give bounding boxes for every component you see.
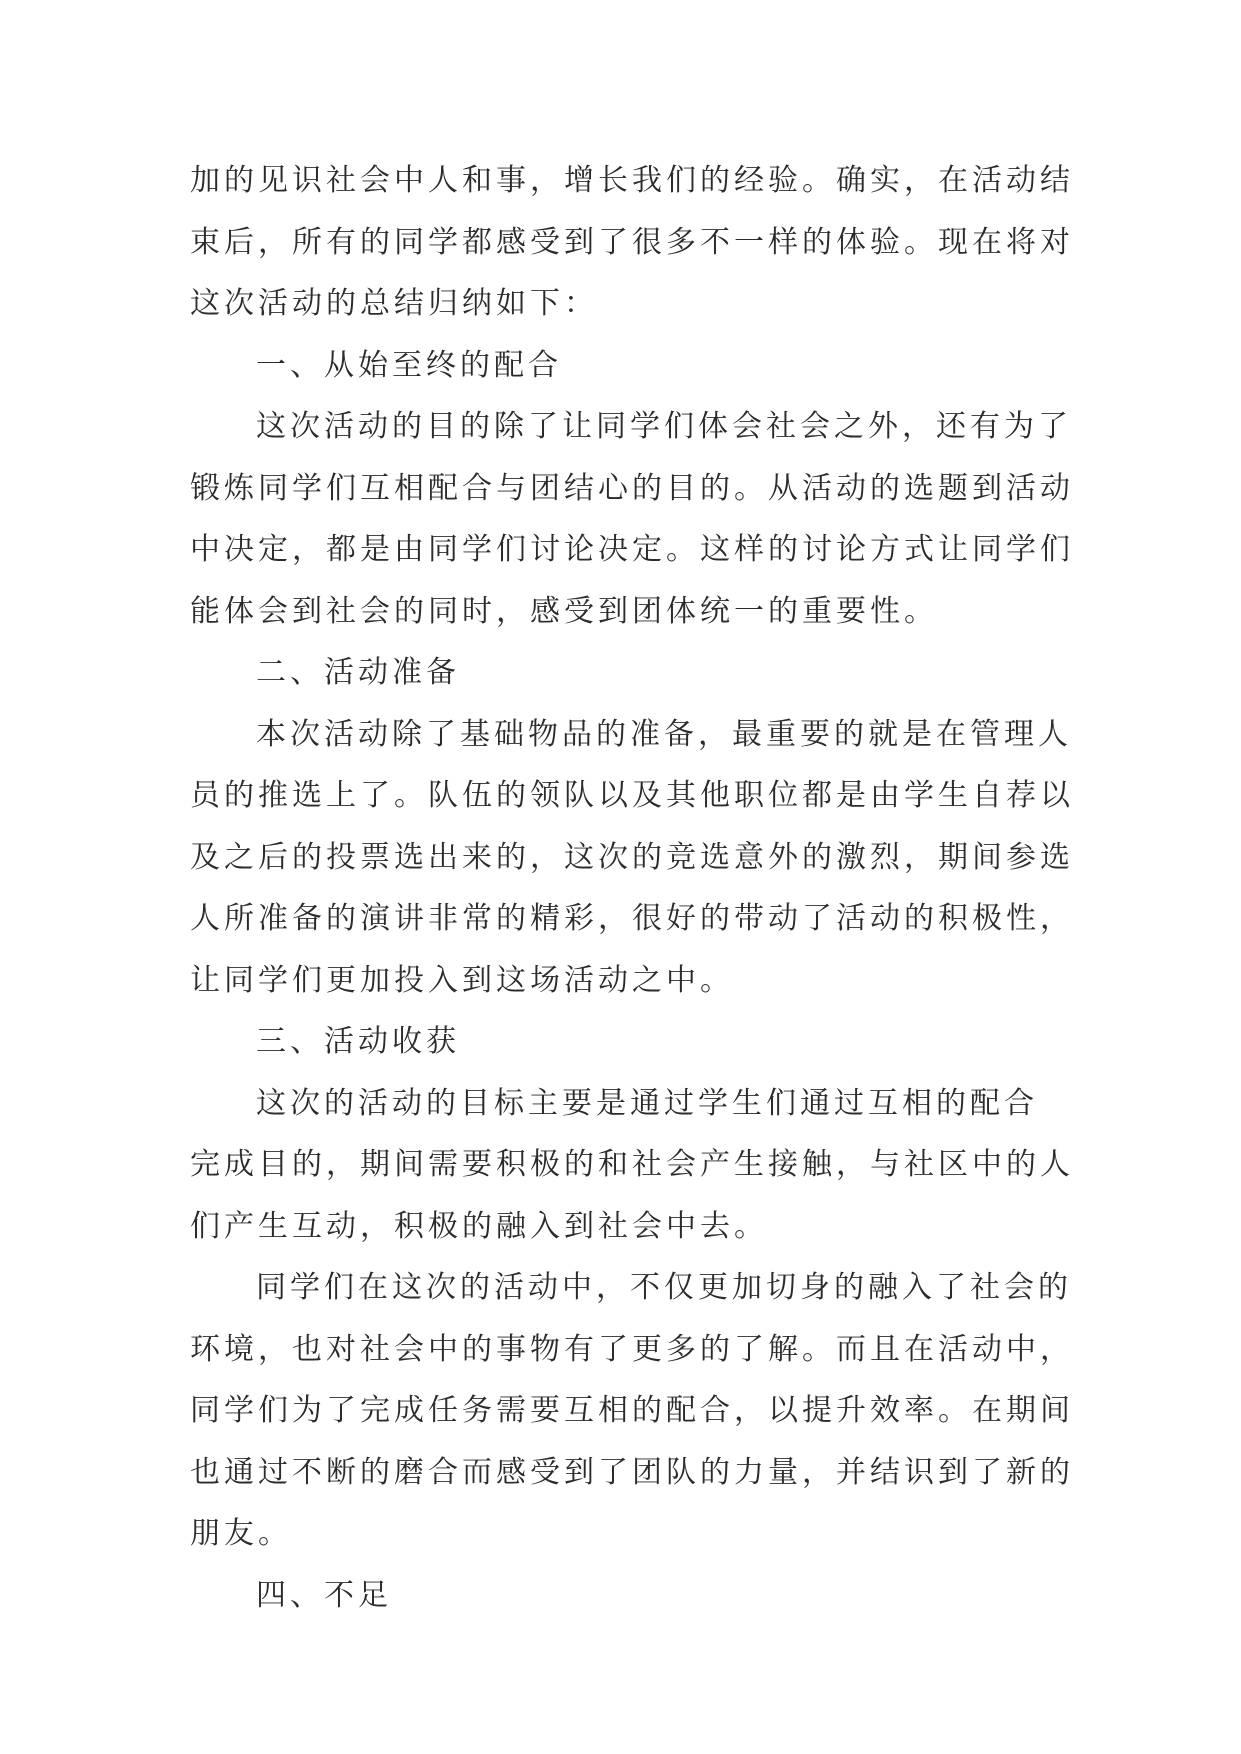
- section-heading: 二、活动准备: [256, 655, 460, 690]
- text-line: 也通过不断的磨合而感受到了团队的力量，并结识到了新的: [190, 1454, 1074, 1490]
- text-line: 朋友。: [190, 1516, 292, 1551]
- document-body: [190, 150, 1074, 1626]
- section-heading: 四、不足: [256, 1577, 392, 1613]
- section-heading: 三、活动收获: [256, 1024, 460, 1059]
- text-line: 锻炼同学们互相配合与团结心的目的。从活动的选题到活动: [190, 470, 1074, 506]
- text-line: 能体会到社会的同时，感受到团体统一的重要性。: [190, 593, 938, 629]
- text-line: 本次活动除了基础物品的准备，最重要的就是在管理人: [256, 716, 1072, 752]
- text-line: 束后，所有的同学都感受到了很多不一样的体验。现在将对: [190, 224, 1074, 260]
- text-line: 加的见识社会中人和事，增长我们的经验。确实，在活动结: [190, 163, 1074, 198]
- text-line: 中决定，都是由同学们讨论决定。这样的讨论方式让同学们: [190, 532, 1074, 567]
- text-line: 们产生互动，积极的融入到社会中去。: [190, 1208, 768, 1244]
- text-line: 同学们在这次的活动中，不仅更加切身的融入了社会的: [256, 1270, 1072, 1305]
- text-line: 环境，也对社会中的事物有了更多的了解。而且在活动中，: [190, 1331, 1074, 1367]
- text-line: 人所准备的演讲非常的精彩，很好的带动了活动的积极性，: [190, 901, 1074, 936]
- text-line: 完成目的，期间需要积极的和社会产生接触，与社区中的人: [190, 1147, 1074, 1182]
- section-heading: 一、从始至终的配合: [256, 347, 562, 383]
- text-line: 这次的活动的目标主要是通过学生们通过互相的配合: [256, 1085, 1038, 1121]
- text-line: 同学们为了完成任务需要互相的配合，以提升效率。在期间: [190, 1393, 1074, 1428]
- text-line: 让同学们更加投入到这场活动之中。: [190, 962, 734, 998]
- text-line: 及之后的投票选出来的，这次的竞选意外的激烈，期间参选: [190, 839, 1074, 875]
- text-line: 这次活动的目的除了让同学们体会社会之外，还有为了: [256, 409, 1072, 444]
- text-line: 这次活动的总结归纳如下：: [190, 286, 598, 321]
- text-line: 员的推选上了。队伍的领队以及其他职位都是由学生自荐以: [190, 778, 1074, 813]
